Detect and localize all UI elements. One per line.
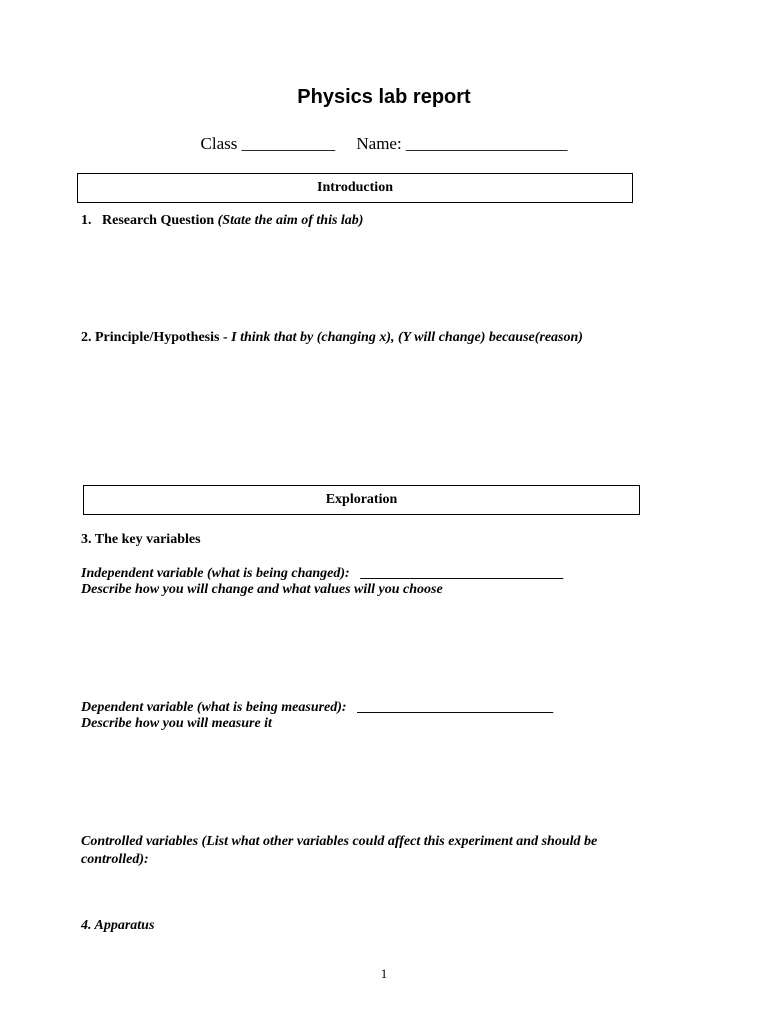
dependent-variable-line [81, 700, 553, 716]
page-title: Physics lab report [297, 86, 471, 108]
research-question [81, 213, 363, 229]
name-label: Name: [356, 134, 402, 153]
name-blank: ___________________ [405, 134, 568, 153]
principle-hypothesis [81, 330, 583, 346]
q2-hint: I think that by (changing x), (Y will change) because(reason) [231, 330, 583, 345]
dependent-label: Dependent variable (what is being measured): [81, 700, 347, 715]
key-variables-heading: 3. The key variables [81, 532, 201, 547]
exploration-section-header [83, 485, 640, 515]
controlled-variables-line1: Controlled variables (List what other variables could affect this experiment and should be [81, 834, 598, 849]
exploration-label: Exploration [325, 492, 398, 507]
q1-label: Research Question [102, 213, 215, 228]
dependent-description: Describe how you will measure it [81, 716, 272, 731]
page-number: 1 [380, 966, 388, 981]
independent-description: Describe how you will change and what values will you choose [81, 582, 443, 597]
independent-variable-line [81, 566, 563, 582]
q2-label: 2. Principle/Hypothesis - [81, 330, 228, 345]
introduction-section-header [77, 173, 633, 203]
class-blank: ___________ [241, 134, 336, 153]
independent-label: Independent variable (what is being changed): [81, 566, 350, 581]
controlled-variables-line2: controlled): [81, 852, 149, 867]
q1-hint: (State the aim of this lab) [217, 213, 364, 228]
dependent-blank: ____________________________ [357, 700, 554, 715]
apparatus-heading: 4. Apparatus [81, 918, 155, 933]
class-label: Class [200, 134, 238, 153]
independent-blank: _____________________________ [360, 566, 564, 581]
q1-number: 1. [81, 213, 92, 228]
class-name-line [0, 134, 768, 154]
introduction-label: Introduction [317, 180, 393, 195]
